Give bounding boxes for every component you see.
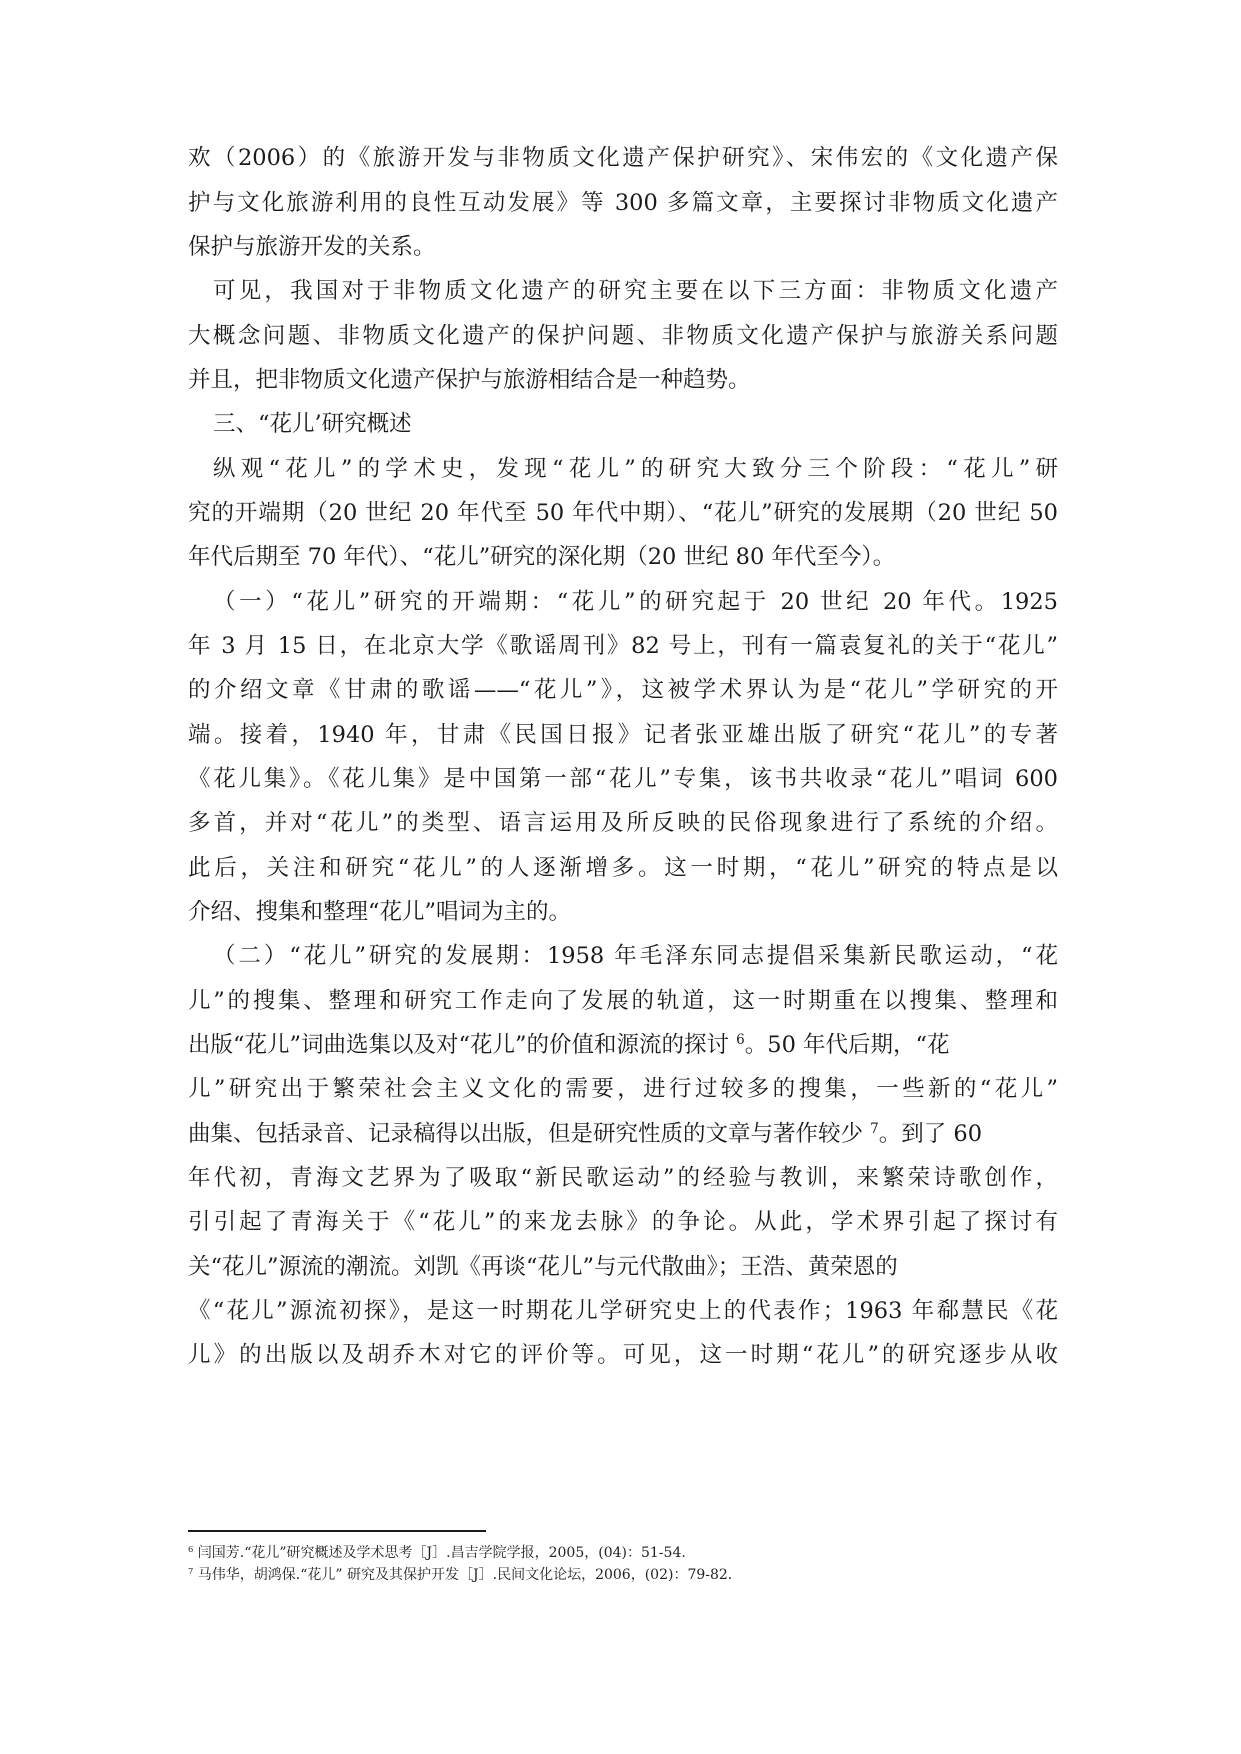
- body-line: 可见，我国对于非物质文化遗产的研究主要在以下三方面：非物质文化遗产: [213, 278, 1058, 304]
- body-text: 出版“花儿”词曲选集以及对“花儿”的价值和源流的探讨: [188, 1032, 730, 1058]
- footnote-ref: 6: [736, 1031, 745, 1048]
- body-line: 纵观“花儿”的学术史，发现“花儿”的研究大致分三个阶段：“花儿”研: [213, 456, 1058, 482]
- footnote: [188, 1544, 1058, 1562]
- footnote-text: 马伟华，胡鸿保.“花儿” 研究及其保护开发［J］.民间文化论坛，2006，(02)：79-82.: [197, 1567, 733, 1583]
- body-line: 《花儿集》。《花儿集》是中国第一部“花儿”专集，该书共收录“花儿”唱词 600: [188, 766, 1058, 792]
- body-line: 的介绍文章《甘肃的歌谣——“花儿”》，这被学术界认为是“花儿”学研究的开: [188, 677, 1058, 703]
- body-line: [188, 1119, 1058, 1149]
- body-line: 介绍、搜集和整理“花儿”唱词为主的。: [188, 899, 572, 925]
- footnote-number: 6: [188, 1543, 194, 1554]
- footnote-number: 7: [188, 1565, 194, 1576]
- body-line: 大概念问题、非物质文化遗产的保护问题、非物质文化遗产保护与旅游关系问题: [188, 323, 1058, 349]
- body-line: 年代初，青海文艺界为了吸取“新民歌运动”的经验与教训，来繁荣诗歌创作，: [188, 1165, 1058, 1191]
- body-line: （一）“花儿”研究的开端期：“花儿”的研究起于 20 世纪 20 年代。1925: [213, 589, 1058, 615]
- body-line: 年 3 月 15 日，在北京大学《歌谣周刊》82 号上，刊有一篇袁复礼的关于“花儿”: [188, 633, 1058, 659]
- body-line: 并且，把非物质文化遗产保护与旅游相结合是一种趋势。: [188, 367, 751, 393]
- body-line: 保护与旅游开发的关系。: [188, 234, 436, 260]
- section-heading: 三、“花儿’研究概述: [213, 411, 412, 437]
- body-line: 儿”研究出于繁荣社会主义文化的需要，进行过较多的搜集，一些新的“花儿”: [188, 1076, 1058, 1102]
- body-line: 欢（2006）的《旅游开发与非物质文化遗产保护研究》、宋伟宏的《文化遗产保: [188, 145, 1058, 171]
- footnote-text: 闫国芳.“花儿”研究概述及学术思考［J］.昌吉学院学报，2005，(04)：51-54.: [197, 1545, 686, 1561]
- body-line: 此后，关注和研究“花儿”的人逐渐增多。这一时期，“花儿”研究的特点是以: [188, 855, 1058, 881]
- body-line: [188, 1030, 1058, 1060]
- body-text: 曲集、包括录音、记录稿得以出版，但是研究性质的文章与著作较少: [188, 1121, 864, 1147]
- body-line: 究的开端期（20 世纪 20 年代至 50 年代中期）、“花儿”研究的发展期（20 世纪 50: [188, 500, 1058, 526]
- body-line: 《“花儿”源流初探》，是这一时期花儿学研究史上的代表作；1963 年郗慧民《花: [188, 1298, 1058, 1324]
- footnote-divider: [188, 1530, 486, 1532]
- footnote: [188, 1566, 1058, 1584]
- body-line: 关“花儿”源流的潮流。刘凯《再谈“花儿”与元代散曲》；王浩、黄荣恩的: [188, 1254, 898, 1280]
- body-line: 年代后期至 70 年代）、“花儿”研究的深化期（20 世纪 80 年代至今）。: [188, 544, 896, 570]
- body-line: （二）“花儿”研究的发展期：1958 年毛泽东同志提倡采集新民歌运动，“花: [213, 943, 1058, 969]
- body-line: 儿”的搜集、整理和研究工作走向了发展的轨道，这一时期重在以搜集、整理和: [188, 988, 1058, 1014]
- body-line: 端。接着，1940 年，甘肃《民国日报》记者张亚雄出版了研究“花儿”的专著: [188, 722, 1058, 748]
- footnote-ref: 7: [870, 1120, 879, 1137]
- body-line: 护与文化旅游利用的良性互动发展》等 300 多篇文章，主要探讨非物质文化遗产: [188, 190, 1058, 216]
- body-line: 多首，并对“花儿”的类型、语言运用及所反映的民俗现象进行了系统的介绍。: [188, 810, 1058, 836]
- body-line: 引引起了青海关于《“花儿”的来龙去脉》的争论。从此，学术界引起了探讨有: [188, 1209, 1058, 1235]
- body-line: 儿》的出版以及胡乔木对它的评价等。可见，这一时期“花儿”的研究逐步从收: [188, 1342, 1058, 1368]
- body-text: 。50 年代后期，“花: [744, 1032, 950, 1058]
- body-text: 。到了 60: [878, 1121, 983, 1147]
